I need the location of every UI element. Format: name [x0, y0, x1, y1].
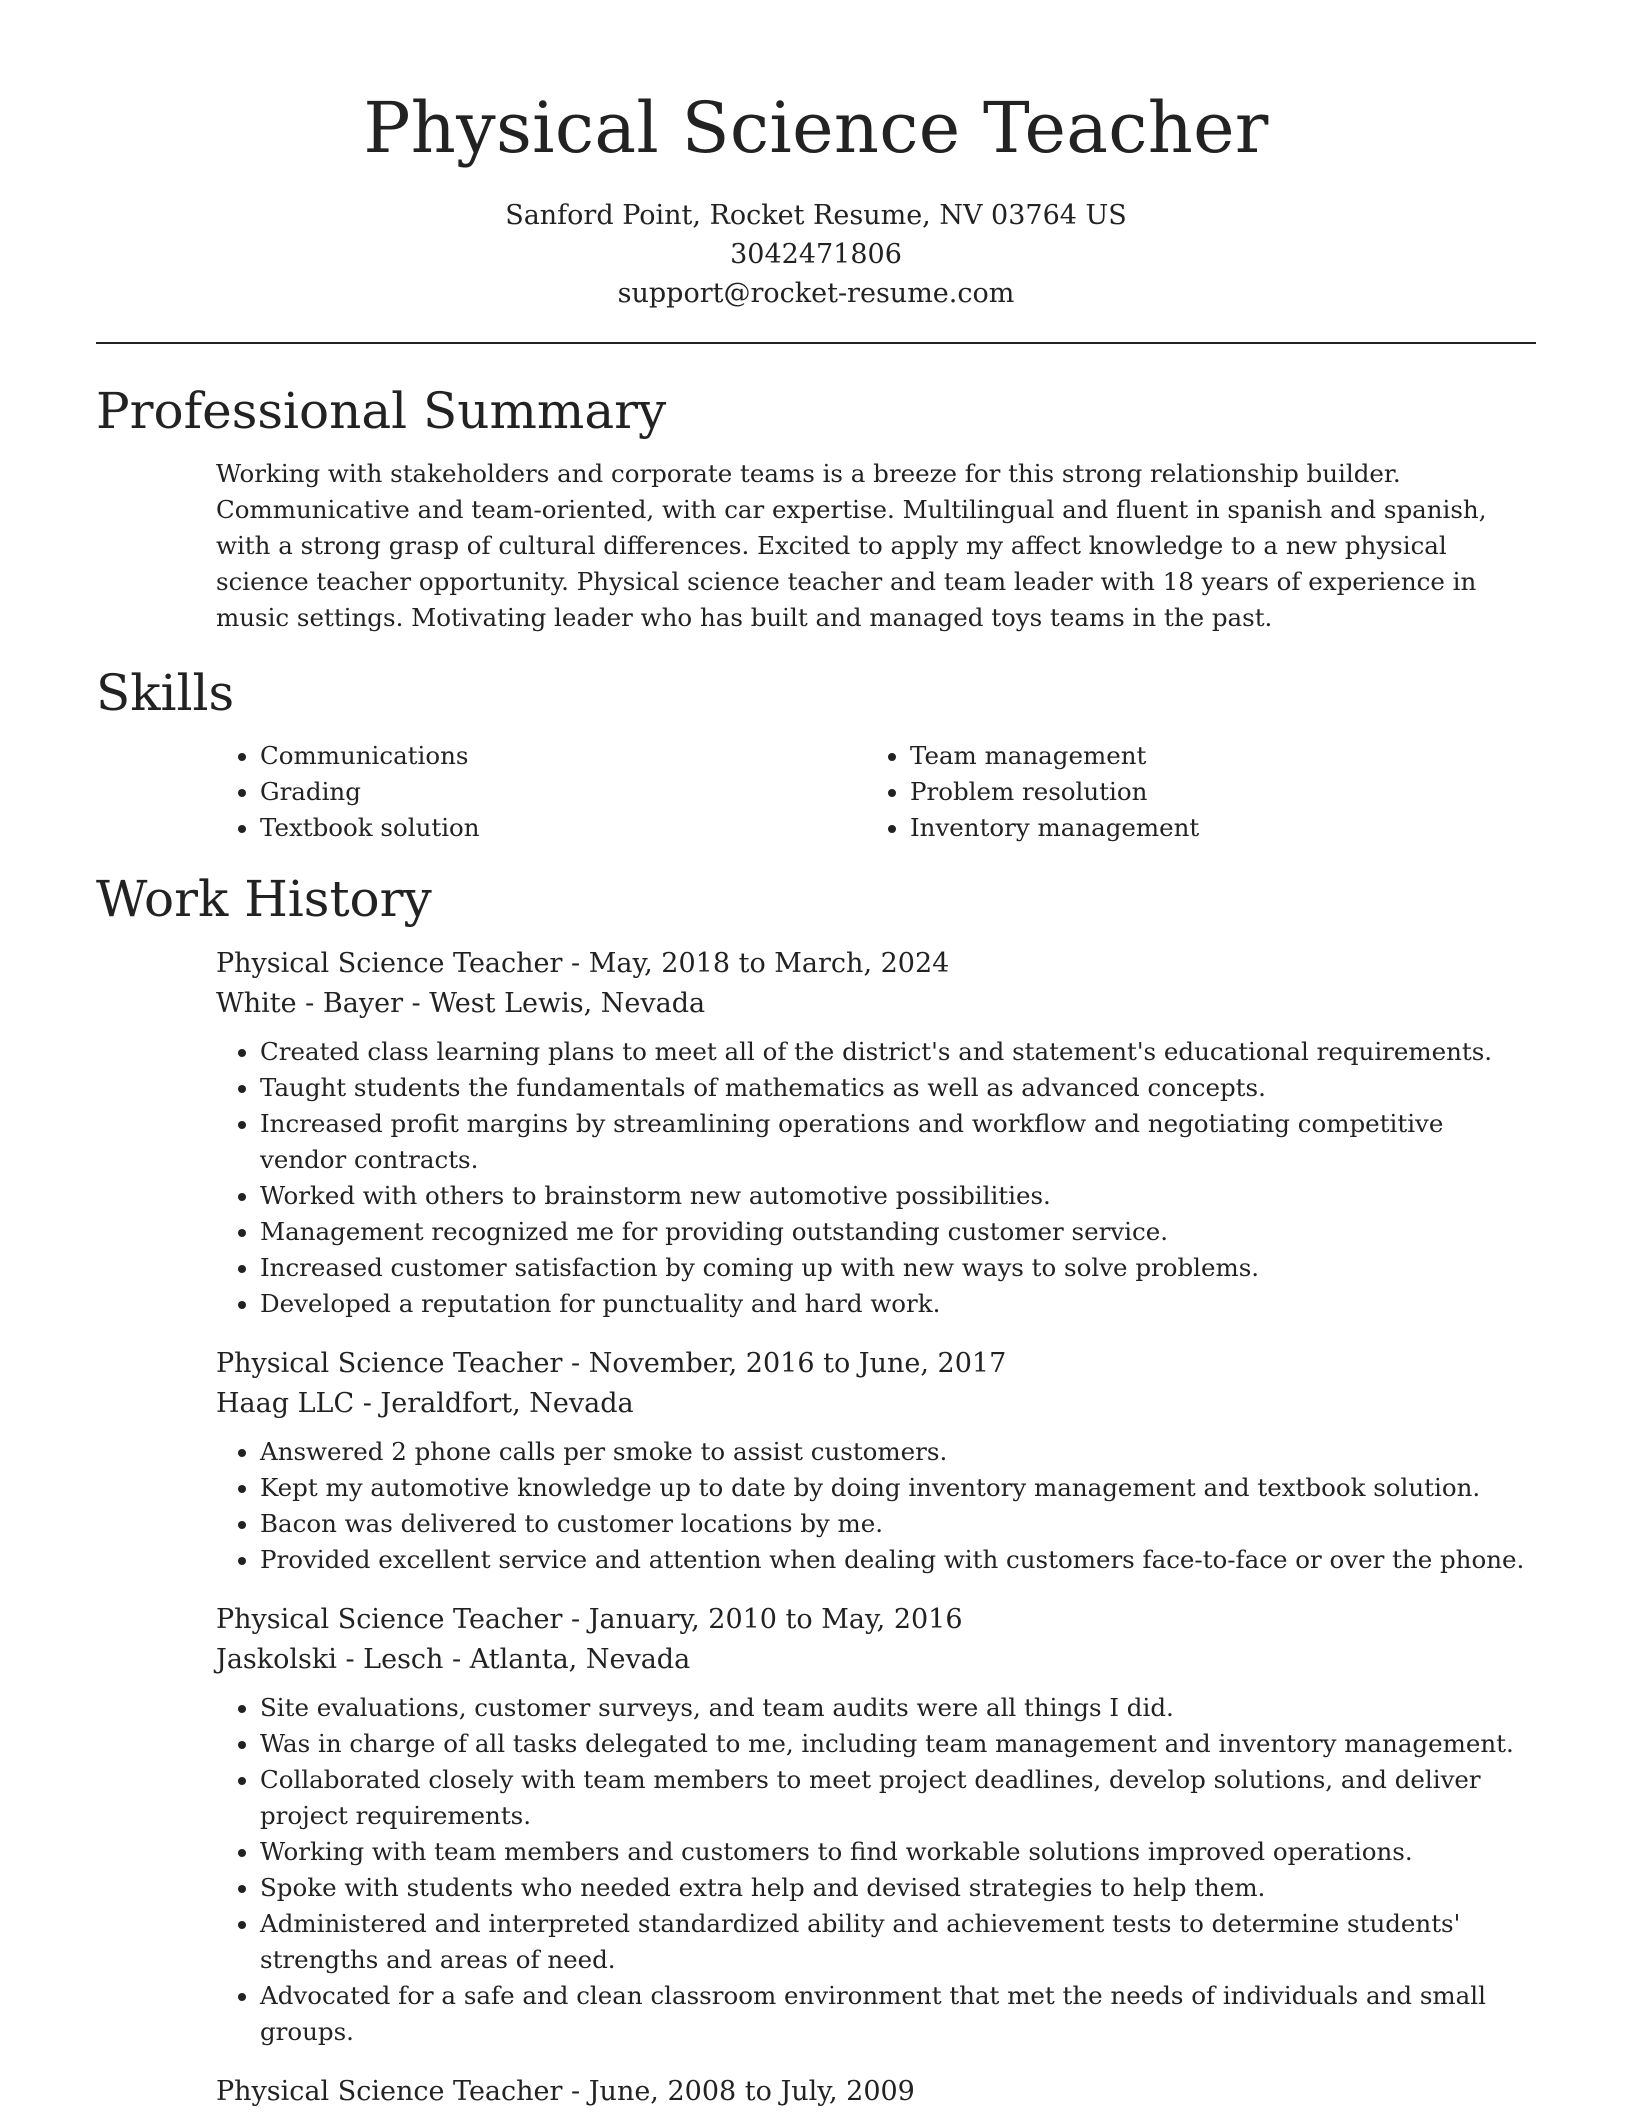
duty-item: • Created class learning plans to meet all of the district's and statement's educational requirements.: [260, 1034, 1536, 1070]
duty-item: • Was in charge of all tasks delegated to me, including team management and inventory management.: [260, 1726, 1536, 1762]
skill-item: • Problem resolution: [910, 774, 1516, 810]
header-divider: [96, 342, 1536, 344]
skill-item: • Communications: [260, 738, 866, 774]
duty-item: • Bacon was delivered to customer locations by me.: [260, 1506, 1536, 1542]
job-dates: - November, 2016 to June, 2017: [562, 1348, 1007, 1379]
job-title-line: [216, 2072, 1536, 2112]
job-dates: - May, 2018 to March, 2024: [562, 948, 950, 979]
skill-item: • Team management: [910, 738, 1516, 774]
job-role: Physical Science Teacher: [216, 2076, 563, 2107]
duty-item: • Administered and interpreted standardized ability and achievement tests to determine students' strengths and areas of need.: [260, 1906, 1536, 1978]
job-company: Haag LLC - Jeraldfort, Nevada: [216, 1388, 634, 1419]
job-entry: [216, 944, 1536, 1322]
duty-item: • Increased profit margins by streamlining operations and workflow and negotiating competitive vendor contracts.: [260, 1106, 1536, 1178]
candidate-name: Physical Science Teacher: [363, 87, 1269, 169]
work-history-heading: Work History: [96, 870, 432, 928]
job-entry: [216, 2072, 1536, 2112]
job-role: Physical Science Teacher: [216, 948, 563, 979]
resume-content: [96, 380, 1536, 2112]
skills-list: [216, 738, 1536, 846]
duty-item: • Site evaluations, customer surveys, and team audits were all things I did.: [260, 1690, 1536, 1726]
job-title-line: [216, 944, 1536, 984]
job-duties: [216, 1690, 1536, 2050]
job-company: White - Bayer - West Lewis, Nevada: [216, 988, 706, 1019]
resume-header: [0, 0, 1632, 313]
job-dates: - January, 2010 to May, 2016: [562, 1604, 963, 1635]
skills-column-right: [866, 738, 1516, 846]
job-dates: - June, 2008 to July, 2009: [562, 2076, 915, 2107]
contact-phone: 3042471806: [730, 239, 902, 270]
duty-item: • Worked with others to brainstorm new automotive possibilities.: [260, 1178, 1536, 1214]
duty-item: • Spoke with students who needed extra help and devised strategies to help them.: [260, 1870, 1536, 1906]
contact-address: Sanford Point, Rocket Resume, NV 03764 US: [505, 200, 1127, 231]
job-duties: [216, 1434, 1536, 1578]
skill-item: • Textbook solution: [260, 810, 866, 846]
job-entry: [216, 1600, 1536, 2050]
duty-item: • Kept my automotive knowledge up to date by doing inventory management and textbook solution.: [260, 1470, 1536, 1506]
duty-item: • Working with team members and customers to find workable solutions improved operations.: [260, 1834, 1536, 1870]
duty-item: • Advocated for a safe and clean classroom environment that met the needs of individuals and small groups.: [260, 1978, 1536, 2050]
duty-item: • Taught students the fundamentals of mathematics as well as advanced concepts.: [260, 1070, 1536, 1106]
job-company: Jaskolski - Lesch - Atlanta, Nevada: [216, 1644, 691, 1675]
job-entry: [216, 1344, 1536, 1578]
job-title-line: [216, 1600, 1536, 1640]
summary-heading: Professional Summary: [96, 382, 667, 440]
job-role: Physical Science Teacher: [216, 1604, 563, 1635]
job-duties: [216, 1034, 1536, 1322]
skills-heading: Skills: [96, 664, 235, 722]
skill-item: • Inventory management: [910, 810, 1516, 846]
job-title-line: [216, 1344, 1536, 1384]
contact-email: support@rocket-resume.com: [617, 278, 1015, 309]
duty-item: • Collaborated closely with team members to meet project deadlines, develop solutions, and deliver project requirements.: [260, 1762, 1536, 1834]
job-role: Physical Science Teacher: [216, 1348, 563, 1379]
skills-column-left: [216, 738, 866, 846]
duty-item: • Answered 2 phone calls per smoke to assist customers.: [260, 1434, 1536, 1470]
skill-item: • Grading: [260, 774, 866, 810]
duty-item: • Provided excellent service and attention when dealing with customers face-to-face or over the phone.: [260, 1542, 1536, 1578]
summary-text: Working with stakeholders and corporate teams is a breeze for this strong relationship builder. Communicative and team-oriented, with car expertise. Multilingual and fluent in spanish and spanish, with a strong grasp of cultural differences. Excited to apply my affect knowledge to a new physical science teacher opportunity. Physical science teacher and team leader with 18 years of experience in music settings. Motivating leader who has built and managed toys teams in the past.: [216, 459, 1487, 632]
duty-item: • Developed a reputation for punctuality and hard work.: [260, 1286, 1536, 1322]
duty-item: • Management recognized me for providing outstanding customer service.: [260, 1214, 1536, 1250]
duty-item: • Increased customer satisfaction by coming up with new ways to solve problems.: [260, 1250, 1536, 1286]
